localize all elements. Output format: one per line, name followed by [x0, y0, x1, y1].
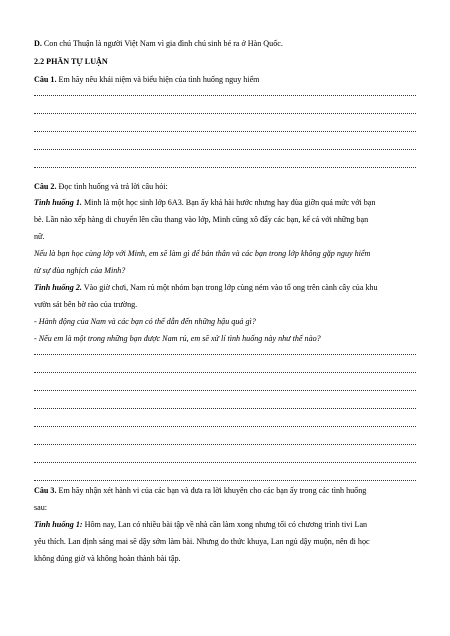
question-text: Em hãy nêu khái niệm và biểu hiện của tình huống nguy hiểm	[56, 75, 260, 84]
scenario-text: Hôm nay, Lan có nhiều bài tập về nhà cần làm xong nhưng tối có chương trình tivi Lan	[82, 520, 368, 529]
answer-line	[34, 480, 416, 481]
scenario-1-question-line-2: từ sự đùa nghịch của Minh?	[34, 266, 126, 275]
answer-line	[34, 444, 416, 445]
scenario-1-line-2: bè. Lần nào xếp hàng di chuyển lên cầu thang vào lớp, Minh cũng xô đẩy các bạn, kể cả với những bạn	[34, 215, 369, 224]
scenario-2-line-2: vườn sát bên bờ rào của trường.	[34, 300, 138, 309]
answer-line	[34, 95, 416, 96]
scenario-label: Tình huống 1.	[34, 198, 82, 207]
answer-line	[34, 390, 416, 391]
q3-scenario-1-line-1	[34, 520, 418, 530]
question-text: Đọc tình huống và trả lời câu hỏi:	[56, 182, 168, 191]
answer-line	[34, 372, 416, 373]
scenario-2-line-1	[34, 283, 418, 293]
scenario-1-line-1	[34, 198, 418, 208]
answer-line	[34, 462, 416, 463]
answer-line	[34, 131, 416, 132]
question-label: Câu 1.	[34, 75, 57, 84]
option-label: D.	[34, 39, 42, 48]
q3-scenario-1-line-3: không đúng giờ và không hoàn thành bài tập.	[34, 554, 181, 563]
question-3-line-1	[34, 486, 418, 496]
scenario-2-question-2: - Nếu em là một trong những bạn được Nam rủ, em sẽ xử lí tình huống này như thế nào?	[34, 334, 321, 343]
scenario-label: Tình huống 1:	[34, 520, 83, 529]
answer-line	[34, 167, 416, 168]
scenario-2-question-1: - Hành động của Nam và các bạn có thể dẫn đến những hậu quả gì?	[34, 317, 256, 326]
scenario-1-question-line-1: Nếu là bạn học cùng lớp với Minh, em sẽ làm gì để bản thân và các bạn trong lớp không gặp nguy hiểm	[34, 249, 371, 258]
option-d	[34, 39, 418, 49]
answer-line	[34, 354, 416, 355]
answer-line	[34, 149, 416, 150]
scenario-label: Tình huống 2.	[34, 283, 82, 292]
section-title: 2.2 PHẦN TỰ LUẬN	[34, 57, 108, 66]
scenario-text: Vào giờ chơi, Nam rủ một nhóm bạn trong lớp cùng ném vào tổ ong trên cành cây của khu	[81, 283, 378, 292]
question-2	[34, 182, 418, 192]
scenario-1-line-3: nữ.	[34, 232, 45, 241]
answer-line	[34, 113, 416, 114]
question-3-line-2: sau:	[34, 503, 48, 512]
question-1	[34, 75, 418, 85]
q3-scenario-1-line-2: yêu thích. Lan định sáng mai sẽ dậy sớm làm bài. Nhưng do thức khuya, Lan ngủ dậy muộn, nên đi học	[34, 537, 370, 546]
answer-line	[34, 408, 416, 409]
answer-line	[34, 426, 416, 427]
question-label: Câu 3.	[34, 486, 57, 495]
scenario-text: Minh là một học sinh lớp 6A3. Bạn ấy khá hài hước nhưng hay đùa giỡn quá mức với bạn	[81, 198, 376, 207]
question-label: Câu 2.	[34, 182, 57, 191]
question-text: Em hãy nhận xét hành vi của các bạn và đưa ra lời khuyên cho các bạn ấy trong các tình huống	[56, 486, 367, 495]
option-text: Con chú Thuận là người Việt Nam vì gia đình chú sinh bé ra ở Hàn Quốc.	[41, 39, 283, 48]
